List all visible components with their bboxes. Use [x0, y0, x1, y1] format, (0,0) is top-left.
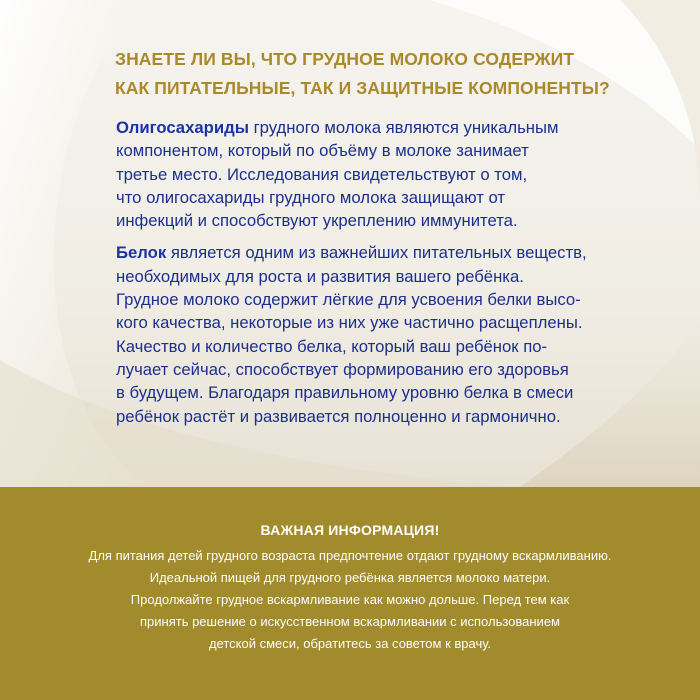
paragraph-line: третье место. Исследования свидетельствуют о том,: [116, 164, 528, 184]
paragraph-line: Качество и количество белка, который ваш ребёнок по-: [116, 336, 548, 356]
paragraph-line: компонентом, который по объёму в молоке занимает: [116, 141, 529, 161]
paragraph-line: ребёнок растёт и развивается полноценно и гармонично.: [116, 406, 561, 426]
oligosaccharides-paragraph: [116, 116, 686, 232]
paragraph-text: грудного молока являются уникальным: [248, 118, 559, 137]
paragraph-line: инфекций и способствуют укреплению иммунитета.: [116, 211, 518, 231]
paragraph-line: кого качества, некоторые из них уже частично расщеплены.: [116, 313, 583, 333]
article-body: [116, 116, 686, 437]
headline-line: ЗНАЕТЕ ЛИ ВЫ, ЧТО ГРУДНОЕ МОЛОКО СОДЕРЖИТ: [115, 49, 575, 69]
important-info-line: Идеальной пищей для грудного ребёнка является молоко матери.: [149, 570, 551, 585]
paragraph-text: является одним из важнейших питательных веществ,: [166, 243, 587, 263]
protein-paragraph: [116, 241, 686, 427]
paragraph-line: [116, 241, 686, 264]
paragraph-line: [116, 116, 686, 139]
important-info-line: детской смеси, обратитесь за советом к врачу.: [208, 636, 492, 651]
protein-term: Белок: [116, 243, 167, 263]
paragraph-line: что олигосахариды грудного молока защищают от: [116, 187, 506, 207]
headline-line: КАК ПИТАТЕЛЬНЫЕ, ТАК И ЗАЩИТНЫЕ КОМПОНЕНТЫ?: [115, 78, 610, 98]
paragraph-line: необходимых для роста и развития вашего ребёнка.: [116, 266, 524, 286]
paragraph-line: лучает сейчас, способствует формированию его здоровья: [116, 359, 569, 379]
headline: [115, 45, 695, 103]
important-info-line: Для питания детей грудного возраста предпочтение отдают грудному вскармливанию.: [88, 548, 612, 563]
paragraph-line: Грудное молоко содержит лёгкие для усвоения белки высо-: [116, 290, 581, 310]
important-info-title: ВАЖНАЯ ИНФОРМАЦИЯ!: [260, 522, 440, 538]
important-info-line: принять решение о искусственном вскармливании с использованием: [139, 614, 560, 629]
oligosaccharides-term: Олигосахариды: [116, 118, 249, 137]
paragraph-line: в будущем. Благодаря правильному уровню белка в смеси: [116, 383, 574, 403]
important-info-panel: [0, 487, 700, 700]
important-info-line: Продолжайте грудное вскармливание как можно дольше. Перед тем как: [130, 592, 570, 607]
